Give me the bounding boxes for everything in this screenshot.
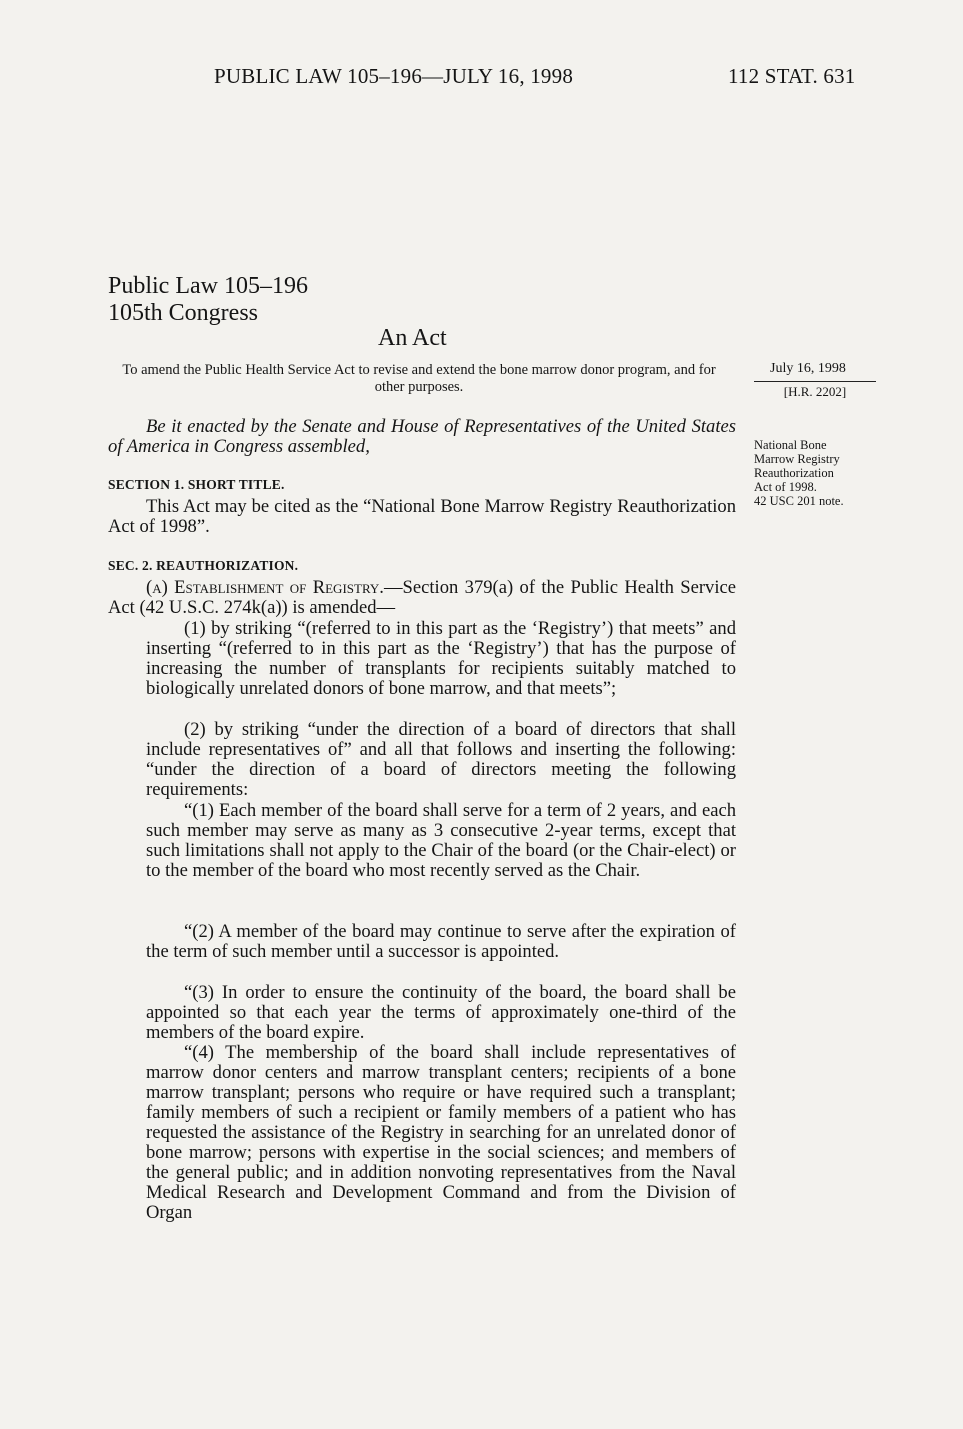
- law-number: Public Law 105–196: [108, 273, 308, 299]
- quoted-paragraph-1: “(1) Each member of the board shall serve for a term of 2 years, and each such member may serve as many as 3 consecutive 2-year terms, except that such limitations shall not apply to the Chair of the board (or the Chair-elect) or to the member of the board who most recently served as the Chair.: [146, 800, 736, 881]
- sidebar-bill-number: [H.R. 2202]: [754, 381, 876, 399]
- act-title: An Act: [378, 325, 447, 351]
- section-1-text: This Act may be cited as the “National Bone Marrow Registry Reauthorization Act of 1998”.: [108, 496, 736, 537]
- act-purpose: To amend the Public Health Service Act to revise and extend the bone marrow donor program, and for other purposes.: [122, 362, 716, 395]
- quoted-paragraph-2: “(2) A member of the board may continue to serve after the expiration of the term of such member until a successor is appointed.: [146, 921, 736, 962]
- quoted-paragraph-3: “(3) In order to ensure the continuity of the board, the board shall be appointed so that each year the terms of approximately one-third of the members of the board expire.: [146, 982, 736, 1043]
- sidebar-note-line: 42 USC 201 note.: [754, 494, 844, 508]
- subsection-a: [108, 578, 736, 618]
- sidebar-note-line: Marrow Registry: [754, 452, 840, 466]
- paragraph-1: (1) by striking “(referred to in this part as the ‘Registry’) that meets” and inserting “(referred to in this part as the ‘Registry’) that has the purpose of increasing the number of transplants for recipients suitably matched to biologically unrelated donors of bone marrow, and that meets”;: [146, 618, 736, 699]
- section-2-heading: SEC. 2. REAUTHORIZATION.: [108, 558, 299, 573]
- running-header-left: PUBLIC LAW 105–196—JULY 16, 1998: [214, 64, 574, 88]
- enacting-clause: Be it enacted by the Senate and House of Representatives of the United States of America in Congress assembled,: [108, 416, 736, 457]
- page-number: 112 STAT. 631: [728, 64, 856, 88]
- subsection-a-label: (a) Establishment of Registry.: [146, 577, 384, 598]
- quoted-paragraph-4: “(4) The membership of the board shall include representatives of marrow donor centers and marrow transplant centers; recipients of a bone marrow transplant; persons who require or have required such a transplant; family members of such a recipient or family members of a patient who has requested the assistance of the Registry in searching for an unrelated donor of bone marrow; persons with expertise in the social sciences; and members of the general public; and in addition nonvoting representatives from the Naval Medical Research and Development Command and from the Division of Organ: [146, 1042, 736, 1223]
- sidebar-note-line: National Bone: [754, 438, 827, 452]
- section-1-heading: SECTION 1. SHORT TITLE.: [108, 477, 285, 492]
- sidebar-margin-note: [754, 438, 884, 508]
- paragraph-2: (2) by striking “under the direction of a board of directors that shall include representatives of” and all that follows and inserting the following: “under the direction of a board of directors meeting the following requirements:: [146, 719, 736, 800]
- sidebar-note-line: Act of 1998.: [754, 480, 817, 494]
- sidebar-note-line: Reauthorization: [754, 466, 834, 480]
- sidebar-date: July 16, 1998: [770, 361, 846, 376]
- congress-number: 105th Congress: [108, 300, 258, 326]
- subsection-a-text: —Section 379(a) of the Public Health Service Act (42 U.S.C. 274k(a)) is amended—: [108, 577, 736, 618]
